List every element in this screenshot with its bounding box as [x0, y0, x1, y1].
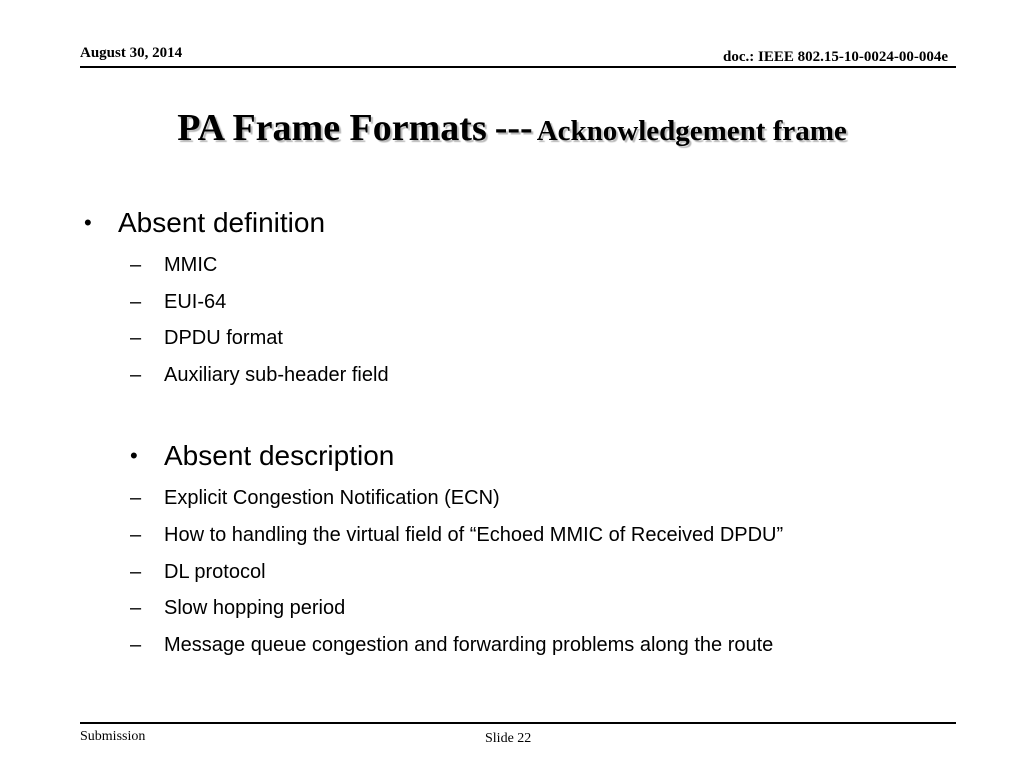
bullet-absent-description	[130, 440, 395, 472]
title-separator: ---	[494, 107, 533, 149]
list-item-text: DL protocol	[164, 561, 266, 583]
list-item	[130, 290, 227, 314]
list-item-text: Explicit Congestion Notification (ECN)	[164, 487, 500, 509]
list-item	[130, 560, 266, 584]
dash-marker: –	[130, 561, 142, 583]
list-item	[130, 596, 346, 620]
bullet-dot: •	[84, 210, 92, 235]
list-item	[130, 486, 500, 510]
title-main: PA Frame Formats	[177, 107, 487, 149]
list-item-text: Auxiliary sub-header field	[164, 364, 389, 386]
dash-marker: –	[130, 634, 142, 656]
bullet-heading: Absent description	[164, 440, 395, 471]
list-item-text: Message queue congestion and forwarding problems along the route	[164, 634, 774, 656]
list-item	[130, 363, 389, 387]
header-doc-id: doc.: IEEE 802.15-10-0024-00-004e	[723, 49, 948, 65]
footer-submission: Submission	[80, 729, 146, 744]
title-subtitle: Acknowledgement frame	[536, 115, 847, 147]
dash-marker: –	[130, 327, 142, 349]
bullet-heading: Absent definition	[118, 207, 326, 238]
dash-marker: –	[130, 487, 142, 509]
dash-marker: –	[130, 597, 142, 619]
dash-marker: –	[130, 364, 142, 386]
bullet-absent-definition	[84, 207, 326, 239]
dash-marker: –	[130, 291, 142, 313]
list-item	[130, 326, 283, 350]
list-item-text: MMIC	[164, 254, 218, 276]
list-item	[130, 633, 774, 657]
list-item-text: Slow hopping period	[164, 597, 346, 619]
dash-marker: –	[130, 524, 142, 546]
list-item-text: EUI-64	[164, 291, 227, 313]
list-item-text: How to handling the virtual field of “Echoed MMIC of Received DPDU”	[164, 524, 784, 546]
footer-slide-number: Slide 22	[485, 731, 532, 746]
header-date: August 30, 2014	[80, 45, 183, 61]
footer-rule	[80, 722, 956, 724]
bullet-dot: •	[130, 443, 138, 468]
list-item	[130, 253, 218, 277]
list-item-text: DPDU format	[164, 327, 283, 349]
dash-marker: –	[130, 254, 142, 276]
list-item	[130, 523, 784, 547]
